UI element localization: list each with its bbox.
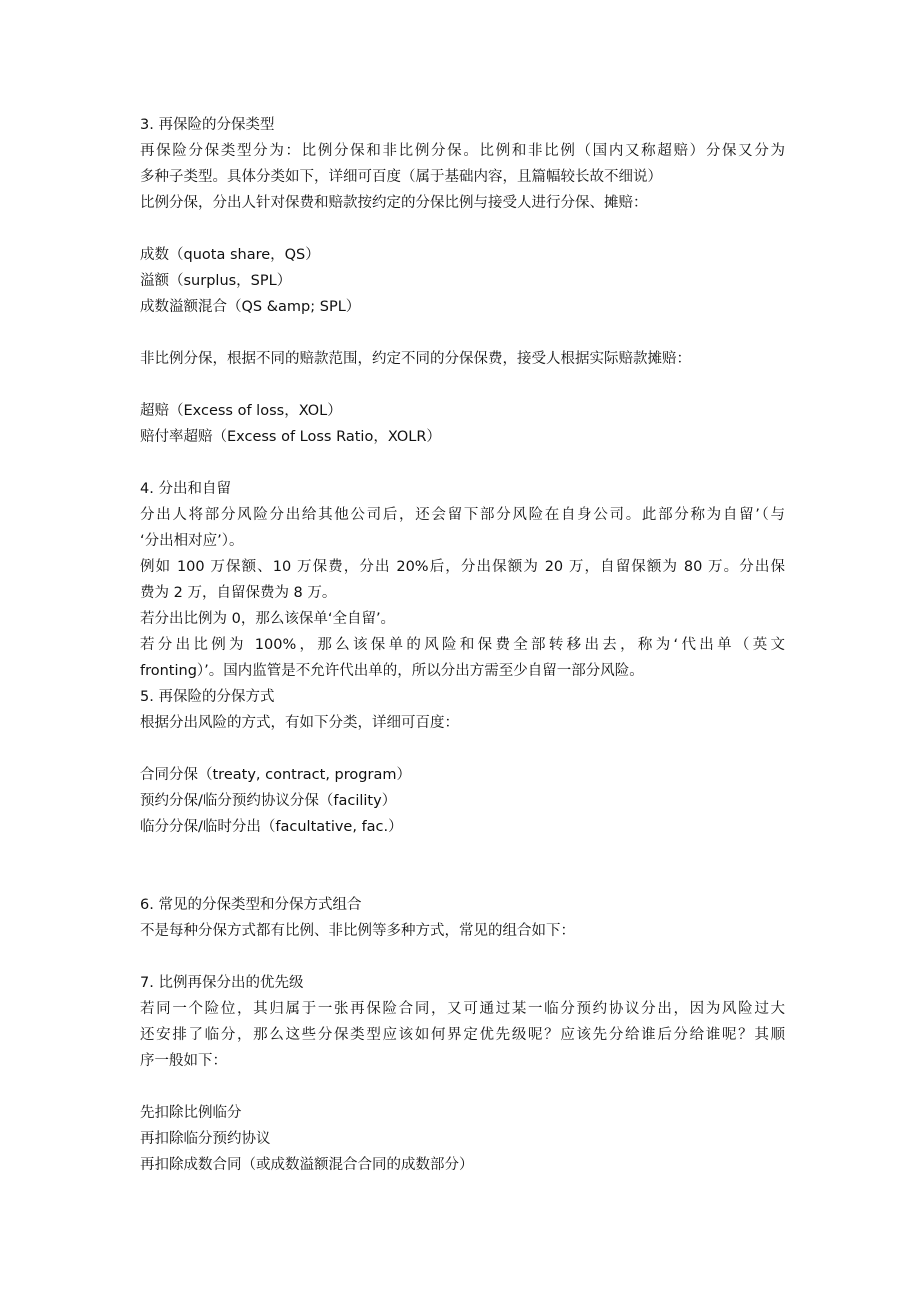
paragraph-line: 非比例分保，根据不同的赔款范围，约定不同的分保保费，接受人根据实际赔款摊赔： [140,351,691,367]
list-item: 合同分保（treaty, contract, program） [140,767,411,783]
blank-line [140,216,785,242]
document-body [140,112,785,1178]
paragraph-line: 若同一个险位，其归属于一张再保险合同，又可通过某一临分预约协议分出，因为风险过大 [140,1001,785,1017]
blank-line [140,372,785,398]
blank-line [140,944,785,970]
paragraph-line: 不是每种分保方式都有比例、非比例等多种方式，常见的组合如下： [140,923,575,939]
list-item: 先扣除比例临分 [140,1105,242,1121]
heading-reinsurance-methods: 5. 再保险的分保方式 [140,689,275,705]
paragraph-line: ‘分出相对应’）。 [140,533,244,549]
blank-line [140,450,785,476]
paragraph-line: 例如 100 万保额、10 万保费，分出 20%后，分出保额为 20 万，自留保额为 80 万。分出保 [140,559,785,575]
heading-ceding-retention: 4. 分出和自留 [140,481,231,497]
list-item: 预约分保/临分预约协议分保（facility） [140,793,397,809]
blank-line [140,840,785,866]
blank-line [140,736,785,762]
paragraph-line: 多种子类型。具体分类如下，详细可百度（属于基础内容，且篇幅较长故不细说） [140,169,662,185]
list-item: 溢额（surplus，SPL） [140,273,292,289]
paragraph-line: 根据分出风险的方式，有如下分类，详细可百度： [140,715,459,731]
list-item: 临分分保/临时分出（facultative, fac.） [140,819,403,835]
list-item: 超赔（Excess of loss，XOL） [140,403,342,419]
list-item: 再扣除成数合同（或成数溢额混合合同的成数部分） [140,1157,474,1173]
paragraph-line: 若分出比例为 100%，那么该保单的风险和保费全部转移出去，称为‘代出单（英文 [140,637,785,653]
blank-line [140,866,785,892]
heading-common-combinations: 6. 常见的分保类型和分保方式组合 [140,897,362,913]
paragraph-line: fronting）’。国内监管是不允许代出单的，所以分出方需至少自留一部分风险。 [140,663,644,679]
paragraph-line: 序一般如下： [140,1053,227,1069]
heading-reinsurance-types: 3. 再保险的分保类型 [140,117,275,133]
paragraph-line: 还安排了临分，那么这些分保类型应该如何界定优先级呢？应该先分给谁后分给谁呢？其顺 [140,1027,785,1043]
paragraph-line: 比例分保，分出人针对保费和赔款按约定的分保比例与接受人进行分保、摊赔： [140,195,648,211]
blank-line [140,1074,785,1100]
list-item: 赔付率超赔（Excess of Loss Ratio，XOLR） [140,429,441,445]
paragraph-line: 费为 2 万，自留保费为 8 万。 [140,585,337,601]
paragraph-line: 再保险分保类型分为：比例分保和非比例分保。比例和非比例（国内又称超赔）分保又分为 [140,143,785,159]
paragraph-line: 分出人将部分风险分出给其他公司后，还会留下部分风险在自身公司。此部分称为自留’（与 [140,507,785,523]
list-item: 再扣除临分预约协议 [140,1131,271,1147]
list-item: 成数（quota share，QS） [140,247,320,263]
heading-priority: 7. 比例再保分出的优先级 [140,975,304,991]
paragraph-line: 若分出比例为 0，那么该保单‘全自留’。 [140,611,396,627]
list-item: 成数溢额混合（QS &amp; SPL） [140,299,361,315]
blank-line [140,320,785,346]
